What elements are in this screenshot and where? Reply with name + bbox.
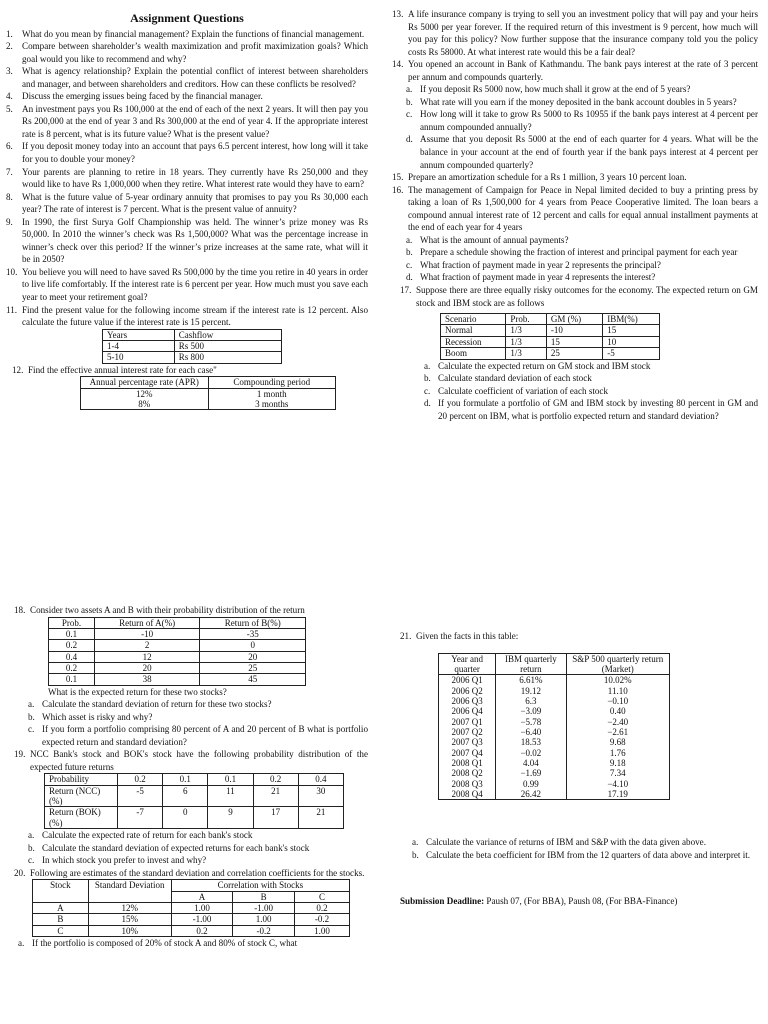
- table-cell: 1.00: [294, 925, 349, 936]
- economy-outcome-table: [440, 313, 660, 359]
- sub-question-letter: d.: [406, 134, 413, 145]
- table-cell: 5-10: [103, 352, 175, 363]
- table-cell: 17: [253, 807, 298, 829]
- question-14b: [406, 96, 758, 109]
- question-text: Consider two assets A and B with their probability distribution of the return: [30, 605, 305, 615]
- sub-question-text: Calculate coefficient of variation of each stock: [438, 385, 609, 396]
- table-cell: 0.2: [118, 774, 163, 785]
- question-12: [12, 364, 368, 377]
- question-number: 3.: [6, 66, 13, 77]
- question-text: Find the present value for the following income stream if the interest rate is 12 percent. Also calculate the future value if the interest rate is 15 percent.: [22, 304, 368, 328]
- question-text: Compare between shareholder’s wealth maximization and profit maximization goals? Which goal would you like to recommend and why?: [22, 41, 368, 64]
- table-cell: 1.00: [171, 903, 233, 914]
- table-row: [439, 686, 670, 696]
- table-cell: −2.40: [566, 717, 669, 727]
- question-text: An investment pays you Rs 100,000 at the end of each of the next 2 years. It will then pay you Rs 200,000 at the end of year 3 and Rs 300,000 at the end of year 4. If the appropriate interest rate is 8 percent, what is its future value? What is the present value?: [22, 103, 368, 139]
- sub-question-text: If you deposit Rs 5000 now, how much shall it grow at the end of 5 years?: [420, 84, 691, 95]
- question-19b: [28, 842, 368, 855]
- table-cell: 21: [253, 785, 298, 807]
- table-row: [439, 748, 670, 758]
- table-header: A: [171, 891, 233, 902]
- question-16: [392, 184, 758, 234]
- table-cell: 10: [603, 336, 660, 347]
- table-cell: 0: [200, 640, 306, 651]
- sub-question-text: If you formulate a portfolio of GM and IBM stock by investing 80 percent in GM and 20 percent on IBM, what is portfolio expected return and standard deviation?: [438, 398, 758, 421]
- sub-question-letter: b.: [406, 96, 413, 107]
- question-number: 5.: [6, 103, 13, 114]
- table-header: S&P 500 quarterly return (Market): [566, 653, 669, 675]
- sub-question-letter: b.: [412, 849, 419, 860]
- table-cell: 2007 Q3: [439, 737, 496, 747]
- table-row: [441, 325, 660, 336]
- question-text: Prepare an amortization schedule for a Rs 1 million, 3 years 10 percent loan.: [408, 172, 687, 183]
- question-text: Given the facts in this table:: [416, 631, 519, 641]
- table-cell: 45: [200, 674, 306, 685]
- table-cell: -5: [118, 785, 163, 807]
- table-cell: 6.3: [496, 696, 566, 706]
- sub-question-text: What rate will you earn if the money deposited in the bank account doubles in 5 years?: [420, 96, 737, 107]
- table-cell: 20: [200, 651, 306, 662]
- table-cell: 0.1: [49, 628, 95, 639]
- table-row: [439, 727, 670, 737]
- table-cell: 8%: [81, 399, 209, 410]
- table-cell: 9: [208, 807, 253, 829]
- question-number: 13.: [392, 9, 404, 19]
- question-number: 7.: [6, 166, 13, 177]
- question-text: Discuss the emerging issues being faced by the financial manager.: [22, 91, 263, 102]
- table-cell: 1/3: [506, 336, 547, 347]
- table-header: B: [233, 891, 295, 902]
- question-18b: [28, 711, 368, 724]
- table-cell: −1.69: [496, 768, 566, 778]
- table-cell: 1/3: [506, 325, 547, 336]
- deadline-text: Paush 07, (For BBA), Paush 08, (For BBA-Finance): [486, 896, 678, 907]
- table-cell: Recession: [441, 336, 506, 347]
- sub-question-letter: a.: [406, 234, 413, 245]
- question-13: [392, 8, 758, 58]
- table-row: [33, 914, 350, 925]
- table-cell: 2008 Q3: [439, 779, 496, 789]
- question-text: You opened an account in Bank of Kathmandu. The bank pays interest at the rate of 3 percent per annum and compounds quarterly.: [408, 59, 758, 82]
- table-cell: 6.61%: [496, 675, 566, 686]
- question-9: [6, 216, 368, 266]
- question-text: In 1990, the first Surya Golf Championship was held. The winner’s prize money was Rs 50,000. In 2010 the winner’s check was Rs 1,500,000? What was the percentage increase in winner’s check over this period? If the winner’s prize increases at the same rate, what will it be in 2050?: [22, 216, 368, 265]
- table-cell: Return (BOK) (%): [45, 807, 118, 829]
- table-cell: 12%: [88, 903, 171, 914]
- sub-question-text: Calculate standard deviation of each stock: [438, 373, 592, 384]
- table-cell: 21: [298, 807, 343, 829]
- table-cell: 1.76: [566, 748, 669, 758]
- question-text: The management of Campaign for Peace in Nepal limited decided to buy a printing press by taking a loan of Rs 1,500,000 for 4 years from Peace Cooperative limited. The loan bears a compound annual interest rate of 12 percent and calls for equal annual installment payments at the end of each year for 4 years: [408, 184, 758, 233]
- sub-question-letter: a.: [406, 84, 413, 95]
- table-cell: 1/3: [506, 348, 547, 359]
- table-row: [45, 774, 344, 785]
- table-row: [49, 662, 306, 673]
- table-cell: 38: [94, 674, 200, 685]
- sub-question-text: Calculate the expected return on GM stock and IBM stock: [438, 360, 651, 371]
- question-21: [400, 630, 758, 643]
- table-cell: -10: [546, 325, 602, 336]
- question-20a: [18, 937, 368, 950]
- sub-question-text: Assume that you deposit Rs 5000 at the end of each quarter for 4 years. What will be the balance in your account at the end of fourth year if the bank pays interest at 4 percent per annum compounded quarterly?: [420, 134, 758, 170]
- table-row: [103, 352, 282, 363]
- table-cell: 12%: [81, 388, 209, 399]
- question-18-expected-return: What is the expected return for these two stocks?: [48, 686, 227, 697]
- question-18: [14, 604, 368, 617]
- question-14c: [406, 108, 758, 133]
- question-number: 2.: [6, 41, 13, 52]
- table-cell: 2008 Q1: [439, 758, 496, 768]
- table-cell: 1.00: [233, 914, 295, 925]
- table-cell: 2006 Q3: [439, 696, 496, 706]
- sub-question-text: Calculate the expected rate of return for each bank's stock: [42, 830, 253, 841]
- table-cell: −5.78: [496, 717, 566, 727]
- ibm-sp500-table: [438, 653, 670, 801]
- table-cell: 12: [94, 651, 200, 662]
- question-text: Suppose there are three equally risky outcomes for the economy. The expected return on GM stock and IBM stock are as follows: [416, 285, 758, 308]
- table-row: [49, 651, 306, 662]
- question-16c: [406, 259, 758, 272]
- sub-question-text: Which asset is risky and why?: [42, 711, 153, 722]
- table-cell: 10%: [88, 925, 171, 936]
- table-cell: C: [33, 925, 89, 936]
- table-cell: 0.40: [566, 706, 669, 716]
- question-18a: [28, 698, 368, 711]
- table-cell: −4.10: [566, 779, 669, 789]
- table-header: Year and quarter: [439, 653, 496, 675]
- question-6: [6, 140, 368, 165]
- question-number: 8.: [6, 191, 13, 202]
- table-cell: 0.2: [171, 925, 233, 936]
- question-11: [6, 304, 368, 329]
- table-cell: 0.4: [49, 651, 95, 662]
- table-row: [45, 785, 344, 807]
- table-cell: 0.2: [49, 662, 95, 673]
- question-16a: [406, 234, 758, 247]
- page-title: Assignment Questions: [130, 11, 244, 25]
- table-cell: −3.09: [496, 706, 566, 716]
- question-text: Find the effective annual interest rate for each case": [28, 364, 217, 375]
- question-number: 16.: [392, 184, 404, 195]
- table-row: [49, 674, 306, 685]
- question-text: If you deposit money today into an account that pays 6.5 percent interest, how long will it take for you to double your money?: [22, 141, 368, 165]
- table-row: [441, 348, 660, 359]
- table-header: Years: [103, 329, 175, 340]
- question-17b: [424, 372, 758, 385]
- table-row: [45, 807, 344, 829]
- table-cell: Rs 800: [174, 352, 281, 363]
- table-cell: 2006 Q2: [439, 686, 496, 696]
- table-cell: 17.19: [566, 789, 669, 800]
- question-number: 11.: [6, 304, 18, 315]
- table-row: [103, 341, 282, 352]
- table-cell: −0.02: [496, 748, 566, 758]
- table-cell: -1.00: [171, 914, 233, 925]
- table-row: [33, 925, 350, 936]
- table-cell: -10: [94, 628, 200, 639]
- table-cell: 0: [163, 807, 208, 829]
- table-header: Compounding period: [208, 377, 336, 388]
- table-cell: 2: [94, 640, 200, 651]
- table-cell: 9.18: [566, 758, 669, 768]
- table-cell: 3 months: [208, 399, 336, 410]
- table-cell: 9.68: [566, 737, 669, 747]
- sub-question-letter: b.: [28, 711, 35, 722]
- table-row: [441, 336, 660, 347]
- sub-question-letter: c.: [406, 259, 413, 270]
- sub-question-text: Calculate the variance of returns of IBM and S&P with the data given above.: [426, 837, 706, 848]
- question-16d: [406, 271, 758, 284]
- table-header: IBM quarterly return: [496, 653, 566, 675]
- question-number: 14.: [392, 59, 404, 70]
- table-cell: 7.34: [566, 768, 669, 778]
- table-row: [439, 706, 670, 716]
- question-text: What do you mean by financial management? Explain the functions of financial management.: [22, 28, 365, 39]
- question-5: [6, 103, 368, 141]
- question-number: 9.: [6, 216, 13, 227]
- table-cell: 2007 Q4: [439, 748, 496, 758]
- question-15: [392, 171, 758, 184]
- sub-question-text: Prepare a schedule showing the fraction of interest and principal payment for each year: [420, 247, 738, 258]
- table-row: [33, 903, 350, 914]
- table-row: [439, 696, 670, 706]
- submission-deadline: [400, 895, 758, 908]
- sub-question-text: If the portfolio is composed of 20% of stock A and 80% of stock C, what: [32, 938, 298, 949]
- sub-question-letter: a.: [28, 699, 35, 710]
- question-number: 12.: [12, 364, 24, 375]
- table-row: [81, 388, 336, 399]
- table-cell: 15: [546, 336, 602, 347]
- table-header: Stock: [33, 880, 89, 903]
- question-number: 20.: [14, 867, 26, 878]
- table-row: [439, 789, 670, 800]
- table-cell: −2.61: [566, 727, 669, 737]
- question-4: [6, 90, 368, 103]
- question-number: 17.: [400, 285, 412, 296]
- table-cell: Normal: [441, 325, 506, 336]
- left-column: [6, 8, 368, 410]
- question-number: 19.: [14, 749, 26, 760]
- table-header: Return of A(%): [94, 617, 200, 628]
- question-number: 15.: [392, 172, 404, 183]
- question-number: 1.: [6, 28, 13, 39]
- sub-question-letter: a.: [28, 830, 35, 841]
- table-cell: 1 month: [208, 388, 336, 399]
- table-cell: −0.10: [566, 696, 669, 706]
- table-cell: 26.42: [496, 789, 566, 800]
- sub-question-text: In which stock you prefer to invest and why?: [42, 855, 207, 866]
- income-stream-table: [102, 329, 282, 364]
- question-16b: [406, 246, 758, 259]
- sub-question-text: What is the amount of annual payments?: [420, 234, 569, 245]
- table-header: Prob.: [49, 617, 95, 628]
- bank-return-table: [44, 773, 344, 829]
- table-row: [439, 717, 670, 727]
- question-text: What is the future value of 5-year ordinary annuity that promises to pay you Rs 30,000 each year? The rate of interest is 7 percent. What is the present value of annuity?: [22, 191, 368, 215]
- table-cell: 0.1: [49, 674, 95, 685]
- sub-question-text: What fraction of payment made in year 2 represents the principal?: [420, 259, 661, 270]
- question-20: [14, 867, 368, 880]
- sub-question-letter: b.: [424, 373, 431, 384]
- table-cell: Return (NCC) (%): [45, 785, 118, 807]
- table-cell: B: [33, 914, 89, 925]
- table-cell: 19.12: [496, 686, 566, 696]
- table-header: Cashflow: [174, 329, 281, 340]
- table-cell: -1.00: [233, 903, 295, 914]
- table-cell: 4.04: [496, 758, 566, 768]
- table-cell: -5: [603, 348, 660, 359]
- table-cell: 0.2: [49, 640, 95, 651]
- question-text: What is agency relationship? Explain the potential conflict of interest between shareholders and manager, and between shareholders and creditors. How can these conflicts be resolved?: [22, 66, 368, 89]
- question-21a: [412, 836, 758, 849]
- ibm-sp500-table-body: [439, 675, 670, 800]
- sub-question-letter: a.: [412, 837, 419, 848]
- question-text: NCC Bank's stock and BOK's stock have the following probability distribution of the expected future returns: [30, 749, 368, 772]
- question-21b: [412, 849, 758, 862]
- table-cell: 0.4: [298, 774, 343, 785]
- table-cell: -0.2: [233, 925, 295, 936]
- sub-question-letter: b.: [28, 842, 35, 853]
- table-cell: A: [33, 903, 89, 914]
- question-17a: [424, 360, 758, 373]
- deadline-label: Submission Deadline:: [400, 896, 485, 907]
- sub-question-letter: d.: [424, 398, 431, 409]
- question-19c: [28, 854, 368, 867]
- table-header: Return of B(%): [200, 617, 306, 628]
- table-cell: 18.53: [496, 737, 566, 747]
- question-2: [6, 40, 368, 65]
- sub-question-text: What fraction of payment made in year 4 represents the interest?: [420, 272, 656, 283]
- table-cell: 0.1: [163, 774, 208, 785]
- sub-question-text: If you form a portfolio comprising 80 percent of A and 20 percent of B what is portfolio expected return and standard deviation?: [42, 724, 368, 747]
- table-cell: 11.10: [566, 686, 669, 696]
- table-cell: 2008 Q4: [439, 789, 496, 800]
- asset-return-table: [48, 617, 306, 686]
- question-10: [6, 266, 368, 304]
- apr-table: [80, 376, 336, 410]
- question-18c: [28, 723, 368, 748]
- table-cell: -7: [118, 807, 163, 829]
- question-text: You believe you will need to have saved Rs 500,000 by the time you retire in 40 years in order to live life comfortably. If the interest rate is 6 percent per year. How much must you save each year to meet your retirement goal?: [22, 266, 368, 303]
- bottom-right-column: [400, 630, 758, 908]
- question-7: [6, 166, 368, 191]
- table-row: [439, 758, 670, 768]
- sub-question-letter: c.: [406, 109, 413, 120]
- table-cell: 20: [94, 662, 200, 673]
- sub-question-text: How long will it take to grow Rs 5000 to Rs 10955 if the bank pays interest at 4 percent per annum compounded annually?: [420, 109, 758, 132]
- table-cell: 25: [546, 348, 602, 359]
- sub-question-letter: b.: [406, 247, 413, 258]
- table-cell: 2007 Q2: [439, 727, 496, 737]
- bottom-left-column: [14, 604, 368, 950]
- question-14: [392, 58, 758, 83]
- question-17: [400, 284, 758, 309]
- question-number: 4.: [6, 91, 13, 102]
- sub-question-letter: c.: [424, 385, 431, 396]
- table-cell: -0.2: [294, 914, 349, 925]
- question-number: 21.: [400, 631, 412, 641]
- table-cell: -35: [200, 628, 306, 639]
- table-cell: 6: [163, 785, 208, 807]
- question-3: [6, 65, 368, 90]
- table-cell: 15: [603, 325, 660, 336]
- question-17c: [424, 385, 758, 398]
- question-14d: [406, 133, 758, 171]
- question-number: 6.: [6, 141, 13, 152]
- sub-question-text: Calculate the standard deviation of expected returns for each bank's stock: [42, 842, 310, 853]
- question-text: A life insurance company is trying to sell you an investment policy that will pay and your heirs Rs 5000 per year forever. If the required return of this investment is 9 percent, how much will you pay for this policy? Now further suppose that the insurance company told you the policy costs Rs 58000. At what interest rate would this be a fair deal?: [408, 9, 758, 57]
- sub-question-letter: a.: [18, 938, 25, 949]
- question-number: 10.: [6, 266, 18, 277]
- question-19a: [28, 829, 368, 842]
- table-cell: Rs 500: [174, 341, 281, 352]
- table-cell: 2006 Q4: [439, 706, 496, 716]
- table-header: Scenario: [441, 314, 506, 325]
- table-cell: Boom: [441, 348, 506, 359]
- table-header: IBM(%): [603, 314, 660, 325]
- table-cell: 2007 Q1: [439, 717, 496, 727]
- table-cell: Probability: [45, 774, 118, 785]
- question-1: [6, 28, 368, 41]
- table-header: Prob.: [506, 314, 547, 325]
- table-header: C: [294, 891, 349, 902]
- sub-question-text: Calculate the standard deviation of return for these two stocks?: [42, 699, 272, 710]
- table-cell: −6.40: [496, 727, 566, 737]
- table-row: [439, 675, 670, 686]
- question-text: Your parents are planning to retire in 18 years. They currently have Rs 250,000 and they would like to have Rs 1,000,000 when they retire. What interest rate would they have to earn?: [22, 166, 368, 190]
- table-cell: 25: [200, 662, 306, 673]
- table-cell: 30: [298, 785, 343, 807]
- table-cell: 1-4: [103, 341, 175, 352]
- table-header: Annual percentage rate (APR): [81, 377, 209, 388]
- correlation-table: [32, 879, 350, 937]
- table-cell: 0.1: [208, 774, 253, 785]
- question-text: Following are estimates of the standard deviation and correlation coefficients for the stocks.: [30, 867, 365, 878]
- table-cell: 11: [208, 785, 253, 807]
- table-row: [439, 779, 670, 789]
- question-number: 18.: [14, 605, 26, 615]
- table-header: Correlation with Stocks: [171, 880, 349, 891]
- table-row: [81, 399, 336, 410]
- sub-question-letter: c.: [28, 855, 35, 866]
- table-cell: 10.02%: [566, 675, 669, 686]
- table-row: [49, 628, 306, 639]
- table-header: GM (%): [546, 314, 602, 325]
- table-cell: 15%: [88, 914, 171, 925]
- sub-question-letter: a.: [424, 360, 431, 371]
- table-row: [439, 737, 670, 747]
- sub-question-letter: d.: [406, 272, 413, 283]
- sub-question-letter: c.: [28, 724, 35, 735]
- table-cell: 2008 Q2: [439, 768, 496, 778]
- sub-question-text: Calculate the beta coefficient for IBM from the 12 quarters of data above and interpret it.: [426, 849, 751, 860]
- table-cell: 0.2: [294, 903, 349, 914]
- question-17d: [424, 397, 758, 422]
- question-19: [14, 748, 368, 773]
- table-cell: 0.99: [496, 779, 566, 789]
- table-cell: 2006 Q1: [439, 675, 496, 686]
- table-row: [439, 768, 670, 778]
- question-8: [6, 191, 368, 216]
- right-column: [392, 8, 758, 422]
- question-14a: [406, 83, 758, 96]
- table-row: [49, 640, 306, 651]
- table-cell: 0.2: [253, 774, 298, 785]
- table-header: Standard Deviation: [88, 880, 171, 903]
